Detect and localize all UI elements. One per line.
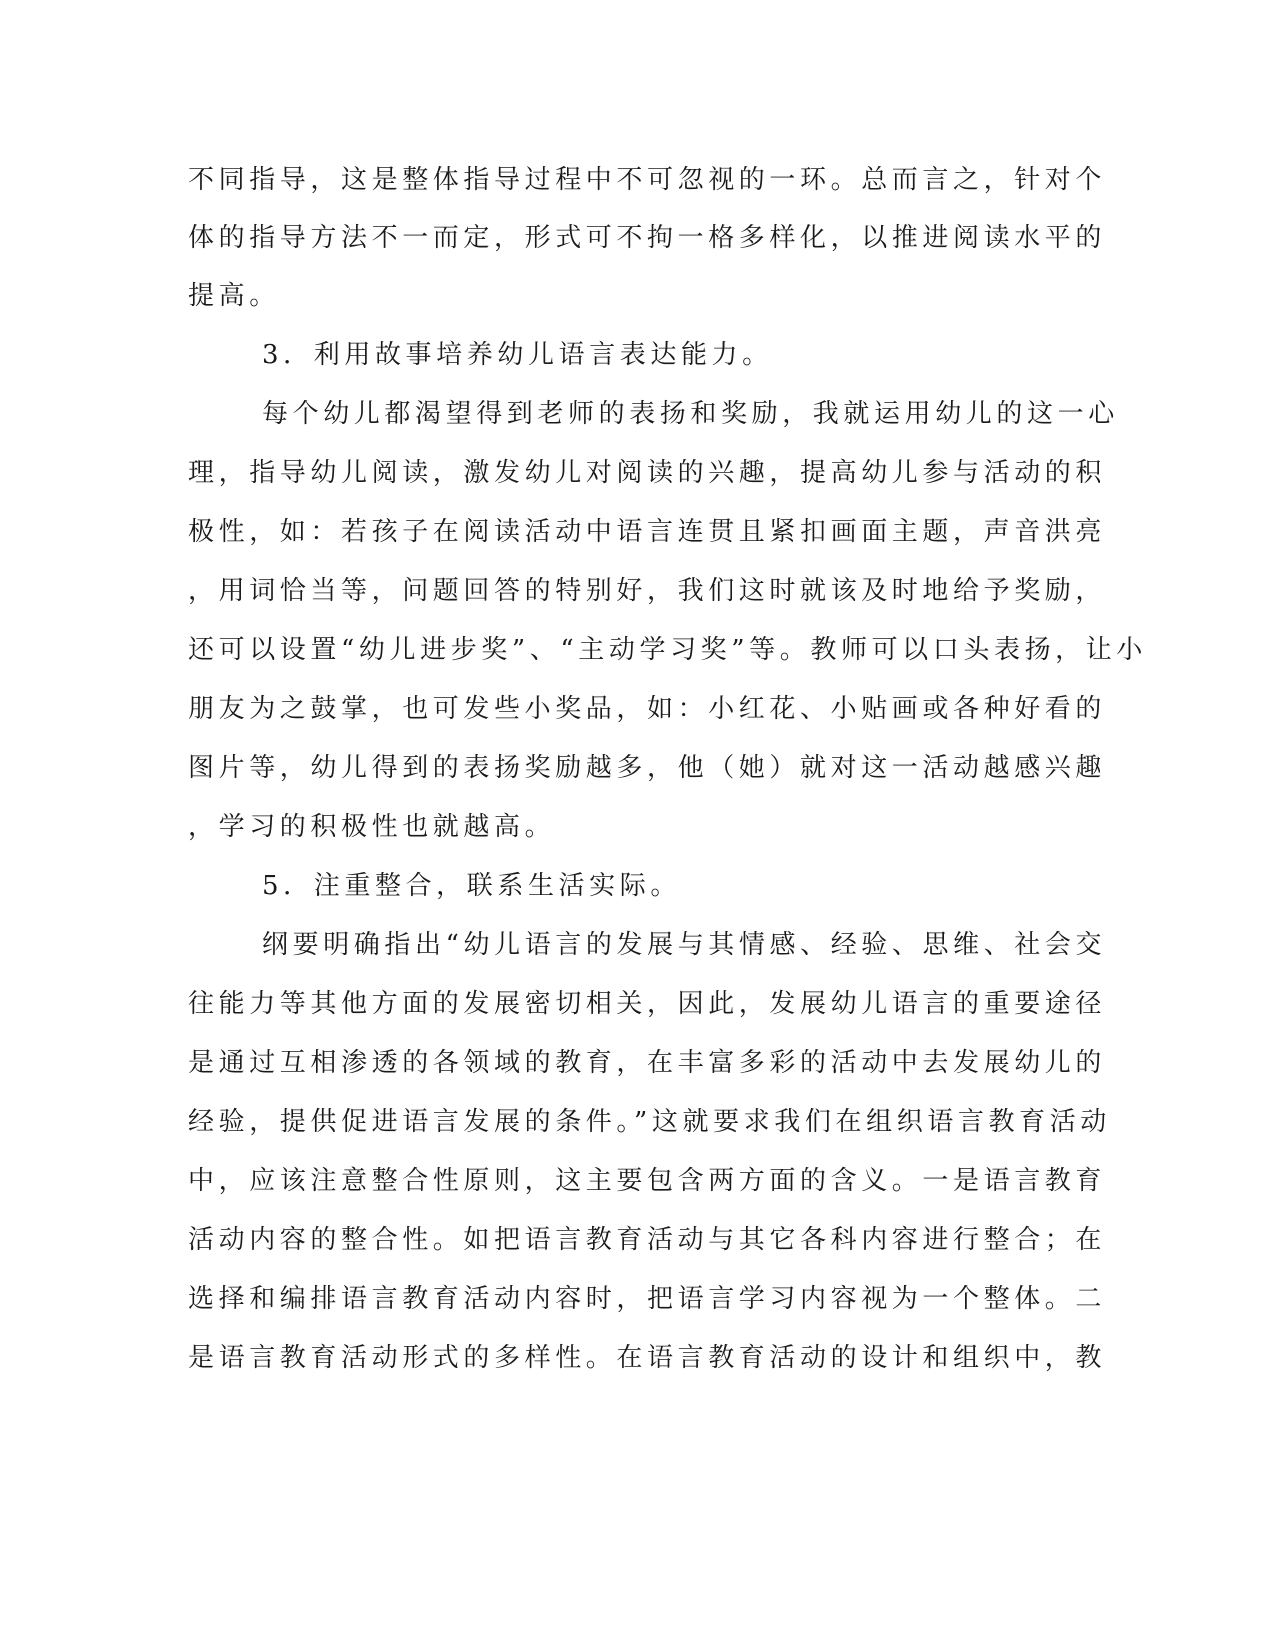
text-line: 是语言教育活动形式的多样性。在语言教育活动的设计和组织中，教 <box>188 1343 1107 1373</box>
text-line: 纲要明确指出“幼儿语言的发展与其情感、经验、思维、社会交 <box>262 930 1107 960</box>
text-line: 理，指导幼儿阅读，激发幼儿对阅读的兴趣，提高幼儿参与活动的积 <box>188 458 1107 488</box>
text-line: 活动内容的整合性。如把语言教育活动与其它各科内容进行整合；在 <box>188 1225 1107 1255</box>
text-line: 是通过互相渗透的各领域的教育，在丰富多彩的活动中去发展幼儿的 <box>188 1048 1107 1078</box>
text-line: 提高。 <box>188 281 280 311</box>
text-line: 体的指导方法不一而定，形式可不拘一格多样化，以推进阅读水平的 <box>188 223 1107 253</box>
text-line: ，用词恰当等，问题回答的特别好，我们这时就该及时地给予奖励， <box>188 576 1107 606</box>
section-heading: 5．注重整合，联系生活实际。 <box>262 871 681 901</box>
text-line: 朋友为之鼓掌，也可发些小奖品，如：小红花、小贴画或各种好看的 <box>188 694 1107 724</box>
text-line: 往能力等其他方面的发展密切相关，因此，发展幼儿语言的重要途径 <box>188 989 1107 1019</box>
text-line: 还可以设置“幼儿进步奖”、“主动学习奖”等。教师可以口头表扬，让小 <box>188 635 1147 665</box>
text-line: 极性，如：若孩子在阅读活动中语言连贯且紧扣画面主题，声音洪亮 <box>188 517 1107 547</box>
text-line: 图片等，幼儿得到的表扬奖励越多，他（她）就对这一活动越感兴趣 <box>188 753 1107 783</box>
text-line: ，学习的积极性也就越高。 <box>188 812 556 842</box>
text-line: 选择和编排语言教育活动内容时，把语言学习内容视为一个整体。二 <box>188 1284 1107 1314</box>
section-heading: 3．利用故事培养幼儿语言表达能力。 <box>262 340 773 370</box>
text-line: 经验，提供促进语言发展的条件。”这就要求我们在组织语言教育活动 <box>188 1107 1111 1137</box>
text-line: 中，应该注意整合性原则，这主要包含两方面的含义。一是语言教育 <box>188 1166 1107 1196</box>
text-line: 每个幼儿都渴望得到老师的表扬和奖励，我就运用幼儿的这一心 <box>262 399 1119 429</box>
text-line: 不同指导，这是整体指导过程中不可忽视的一环。总而言之，针对个 <box>188 165 1107 195</box>
